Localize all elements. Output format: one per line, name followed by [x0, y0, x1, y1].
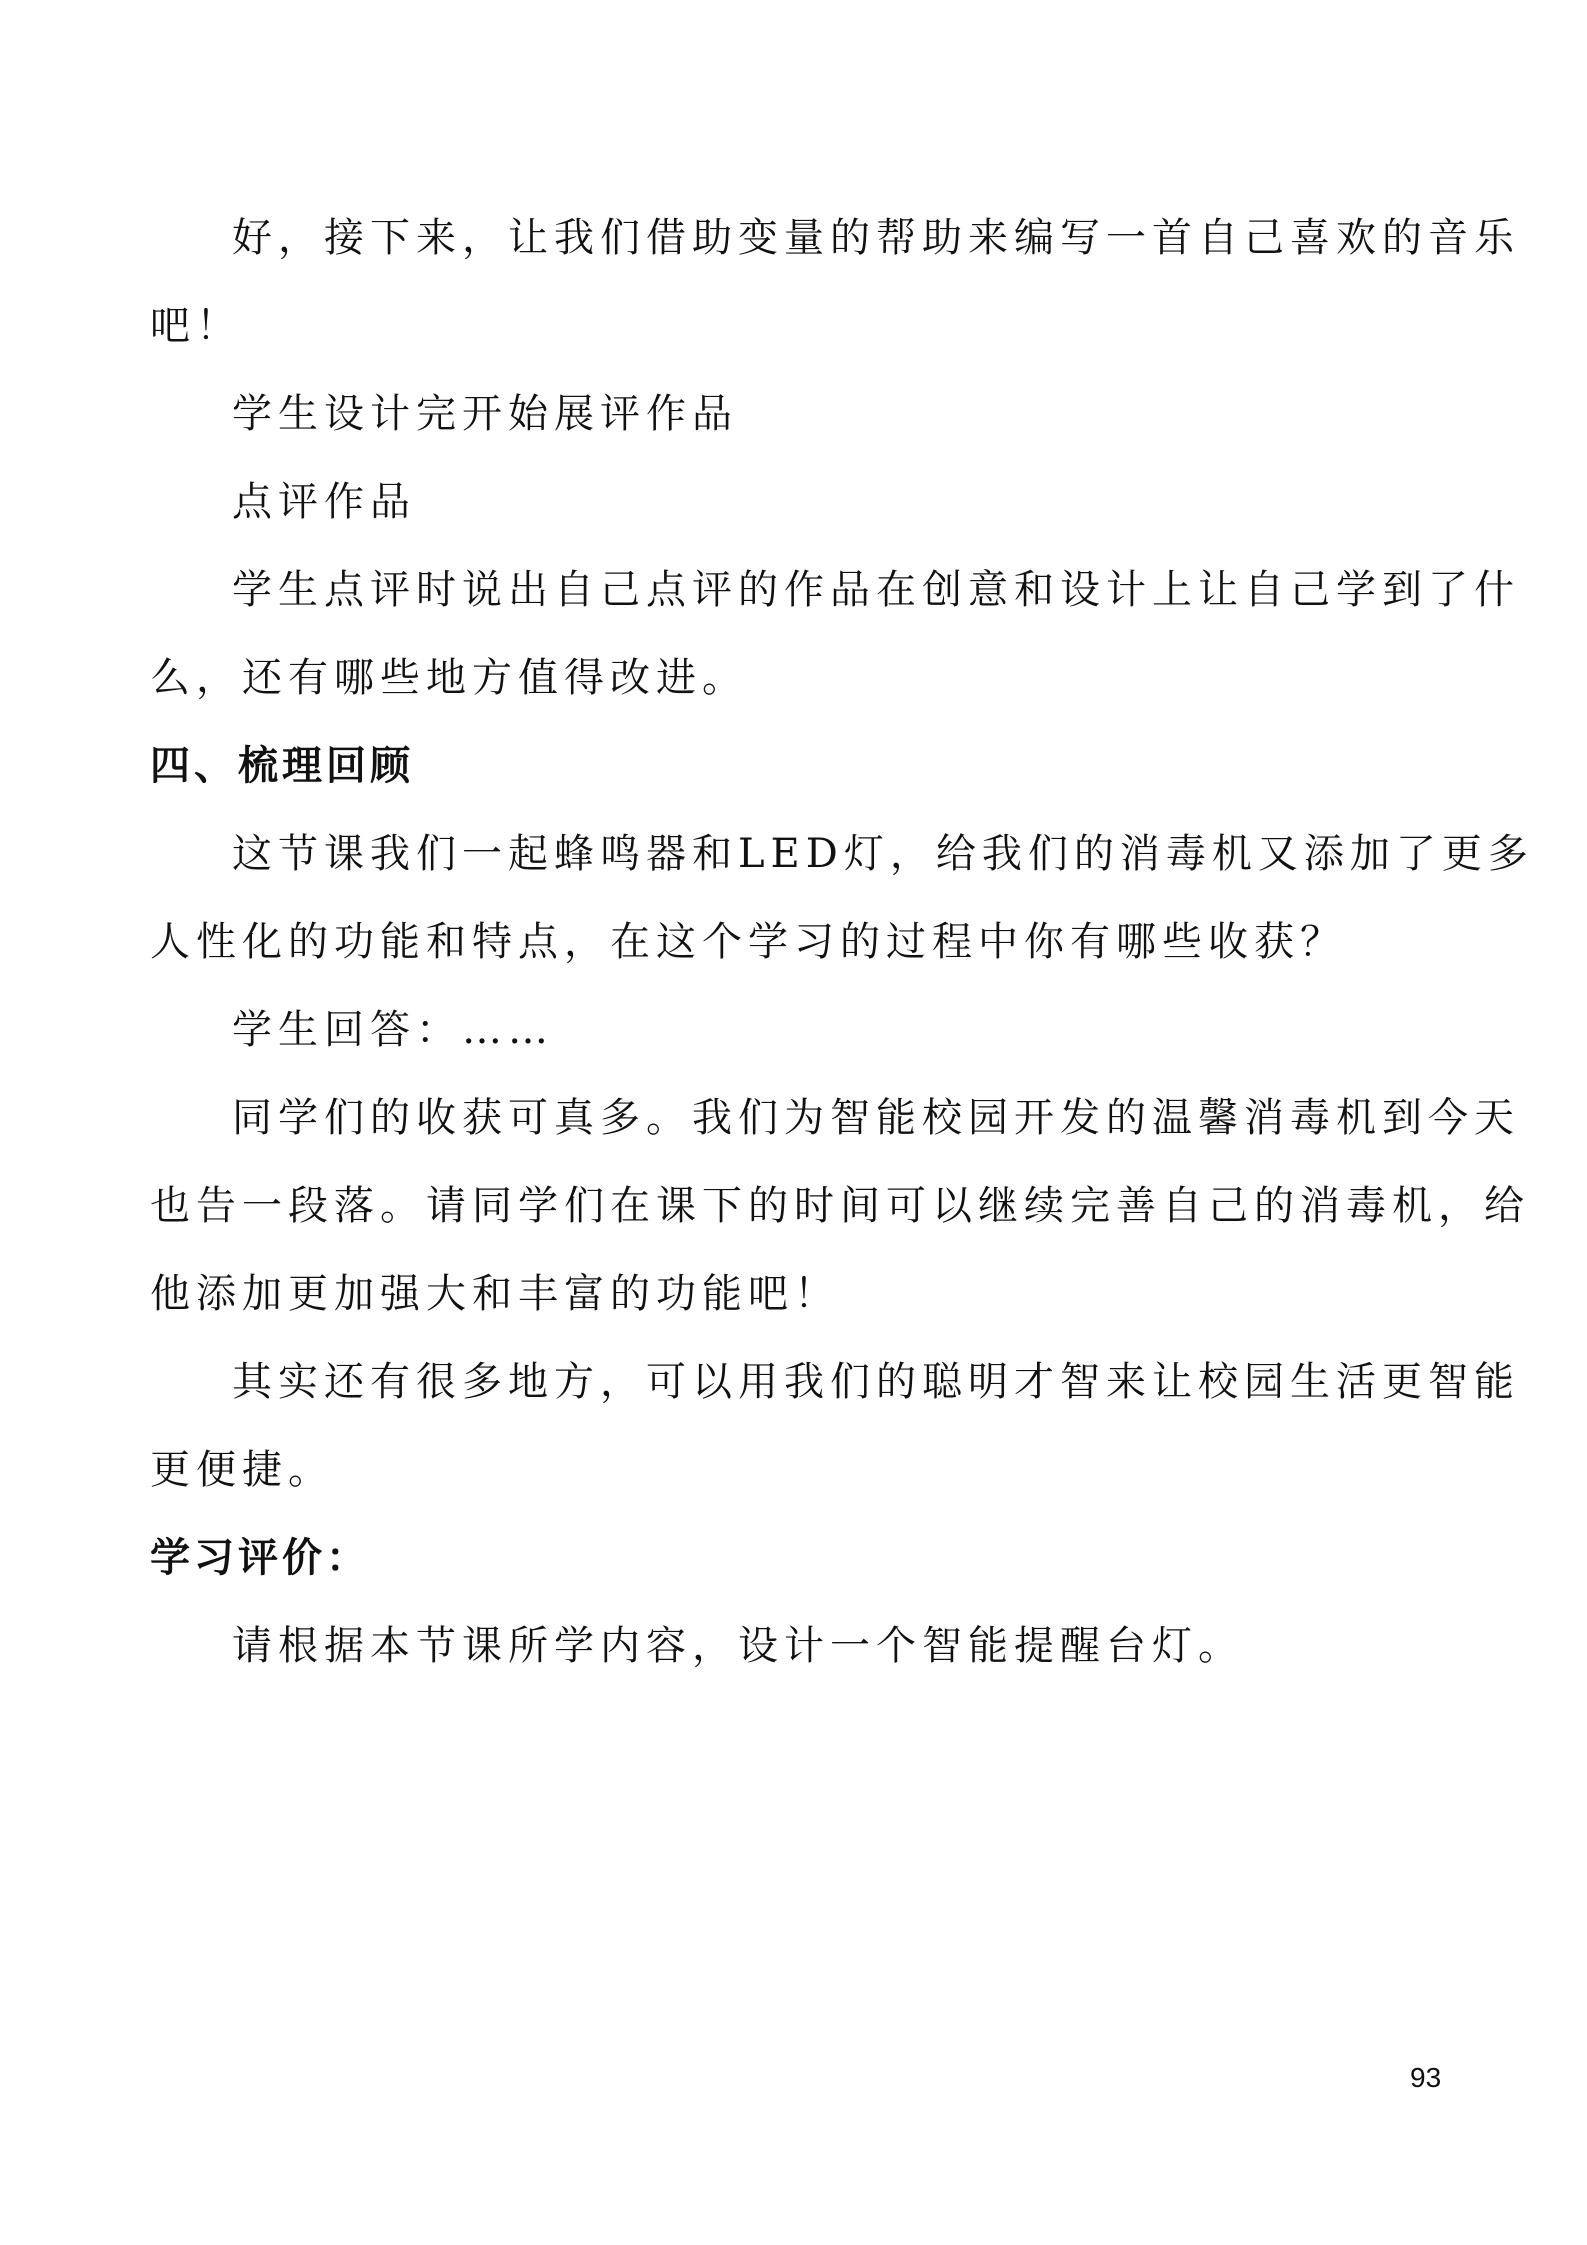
paragraph-line: 点评作品 [232, 479, 416, 525]
paragraph-line: 同学们的收获可真多。我们为智能校园开发的温馨消毒机到今天 [232, 1095, 1520, 1141]
section-heading: 四、梳理回顾 [150, 743, 414, 789]
paragraph-line: 其实还有很多地方，可以用我们的聪明才智来让校园生活更智能 [232, 1359, 1520, 1405]
page-number: 93 [1410, 2062, 1442, 2093]
paragraph-line: 吧！ [150, 303, 242, 349]
paragraph-line: 请根据本节课所学内容，设计一个智能提醒台灯。 [232, 1623, 1244, 1669]
paragraph-line: 学生点评时说出自己点评的作品在创意和设计上让自己学到了什 [232, 567, 1520, 613]
paragraph-line: 学生回答：…… [232, 1007, 554, 1053]
evaluation-heading: 学习评价： [150, 1535, 370, 1581]
paragraph-line: 好，接下来，让我们借助变量的帮助来编写一首自己喜欢的音乐 [232, 215, 1520, 261]
paragraph-line: 更便捷。 [150, 1447, 334, 1493]
paragraph-line: 这节课我们一起蜂鸣器和LED灯，给我们的消毒机又添加了更多 [232, 831, 1534, 877]
paragraph-line: 人性化的功能和特点，在这个学习的过程中你有哪些收获？ [150, 919, 1346, 965]
paragraph-line: 么，还有哪些地方值得改进。 [150, 655, 748, 701]
paragraph-line: 也告一段落。请同学们在课下的时间可以继续完善自己的消毒机，给 [150, 1183, 1530, 1229]
paragraph-line: 他添加更加强大和丰富的功能吧！ [150, 1271, 840, 1317]
paragraph-line: 学生设计完开始展评作品 [232, 391, 738, 437]
